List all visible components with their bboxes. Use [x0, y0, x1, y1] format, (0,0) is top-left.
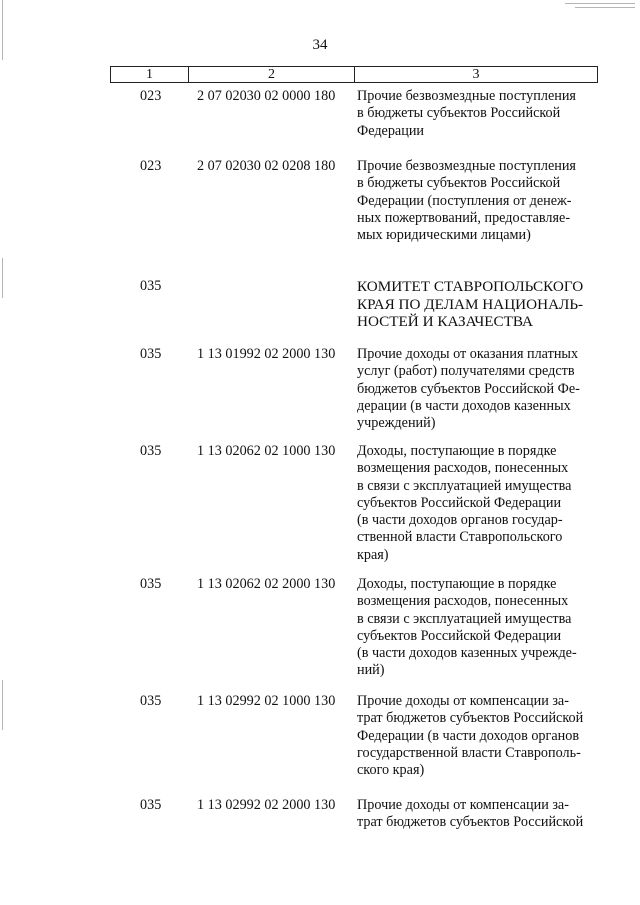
- description-line: Прочие безвозмездные поступления: [357, 88, 576, 104]
- scan-mark-top: [575, 7, 635, 8]
- description-line: ных пожертвований, предоставляе-: [357, 209, 571, 226]
- budget-code: 1 13 02062 02 1000 130: [197, 443, 336, 459]
- header-col-2: 2: [189, 67, 355, 82]
- description-line: трат бюджетов субъектов Российской: [357, 710, 584, 727]
- budget-code: 1 13 02992 02 2000 130: [197, 797, 336, 813]
- description-line: Доходы, поступающие в порядке: [357, 443, 557, 459]
- scan-mark-top: [565, 3, 635, 4]
- description-line: ственной власти Ставропольского: [357, 529, 563, 546]
- header-col-3: 3: [472, 67, 480, 82]
- description: [357, 88, 597, 140]
- budget-code: 2 07 02030 02 0000 180: [197, 88, 336, 104]
- description: [357, 158, 597, 244]
- description-line: Федерации (поступления от денеж-: [357, 192, 572, 209]
- header-col-1: 1: [111, 67, 189, 82]
- section-title: [357, 278, 597, 331]
- description-line: государственной власти Ставрополь-: [357, 744, 581, 761]
- description: [357, 693, 597, 779]
- budget-code: 1 13 02992 02 1000 130: [197, 693, 336, 709]
- description-line: в связи с эксплуатацией имущества: [357, 477, 572, 494]
- description-line: субъектов Российской Федерации: [357, 627, 562, 644]
- description-line: Федерации (в части доходов органов: [357, 727, 580, 744]
- description-line: услуг (работ) получателями средств: [357, 363, 575, 380]
- admin-code: 035: [140, 797, 162, 813]
- section-title-line: КРАЯ ПО ДЕЛАМ НАЦИОНАЛЬ-: [357, 295, 584, 313]
- scan-mark-left: [2, 258, 3, 298]
- section-title-line: КОМИТЕТ СТАВРОПОЛЬСКОГО: [357, 278, 584, 295]
- description-line: в бюджеты субъектов Российской: [357, 175, 561, 192]
- description-line: ского края): [357, 762, 425, 779]
- description-line: (в части доходов органов государ-: [357, 512, 563, 529]
- description: [357, 443, 597, 564]
- description-line: дерации (в части доходов казенных: [357, 397, 571, 414]
- description: [357, 346, 597, 432]
- description-line: Прочие безвозмездные поступления: [357, 158, 576, 174]
- description-line: бюджетов субъектов Российской Фе-: [357, 380, 580, 397]
- admin-code: 035: [140, 576, 162, 592]
- description-line: Прочие доходы от компенсации за-: [357, 797, 569, 813]
- budget-code: 1 13 02062 02 2000 130: [197, 576, 336, 592]
- description-line: Прочие доходы от компенсации за-: [357, 693, 569, 709]
- admin-code: 035: [140, 278, 162, 294]
- description-line: Прочие доходы от оказания платных: [357, 346, 579, 362]
- description-line: учреждений): [357, 415, 436, 432]
- description-line: в связи с эксплуатацией имущества: [357, 610, 572, 627]
- budget-code: 1 13 01992 02 2000 130: [197, 346, 336, 362]
- admin-code: 035: [140, 693, 162, 709]
- admin-code: 035: [140, 346, 162, 362]
- table-header: [110, 66, 598, 83]
- description-line: возмещения расходов, понесенных: [357, 593, 569, 610]
- admin-code: 023: [140, 158, 162, 174]
- description: [357, 576, 597, 680]
- description-line: края): [357, 546, 389, 563]
- description: [357, 797, 597, 832]
- admin-code: 023: [140, 88, 162, 104]
- description-line: (в части доходов казенных учрежде-: [357, 645, 577, 662]
- admin-code: 035: [140, 443, 162, 459]
- description-line: трат бюджетов субъектов Российской: [357, 814, 584, 831]
- description-line: Доходы, поступающие в порядке: [357, 576, 557, 592]
- description-line: ний): [357, 662, 385, 679]
- description-line: мых юридическими лицами): [357, 227, 531, 244]
- scan-mark-left: [2, 680, 3, 730]
- budget-code: 2 07 02030 02 0208 180: [197, 158, 336, 174]
- description-line: возмещения расходов, понесенных: [357, 460, 569, 477]
- description-line: в бюджеты субъектов Российской: [357, 105, 561, 122]
- section-title-line: НОСТЕЙ И КАЗАЧЕСТВА: [357, 313, 534, 331]
- description-line: субъектов Российской Федерации: [357, 494, 562, 511]
- page-number: 34: [312, 37, 328, 53]
- description-line: Федерации: [357, 122, 425, 139]
